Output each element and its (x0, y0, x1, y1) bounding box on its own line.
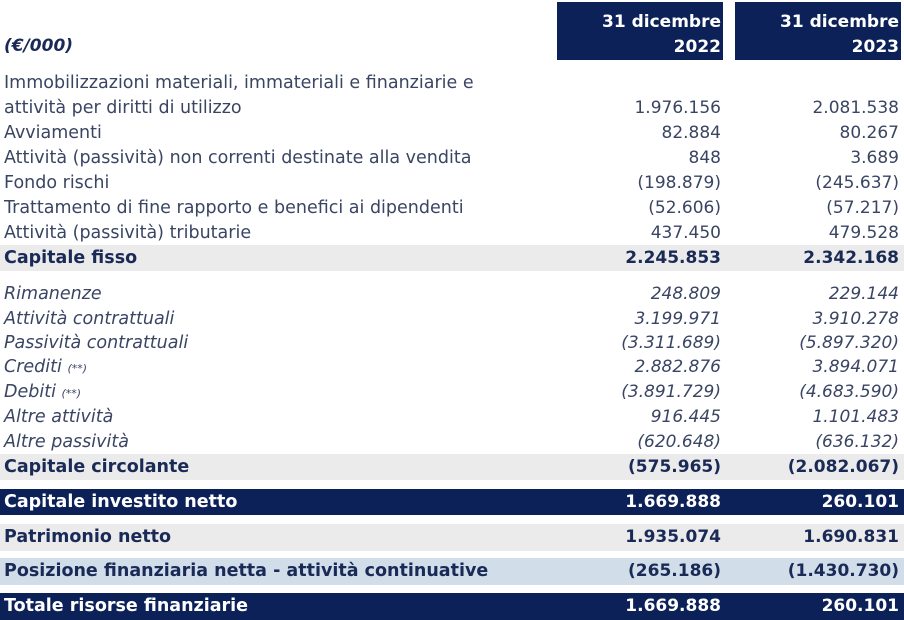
table-row (0, 331, 904, 356)
value-2023: (636.132) (815, 432, 899, 452)
subtotal-row-fixed-capital (0, 246, 904, 271)
value-2022: (3.311.689) (621, 333, 721, 353)
subtotal-row-working-capital (0, 455, 904, 480)
value-2023: 2.081.538 (812, 98, 899, 118)
column-header-2022-line2: 2022 (673, 37, 721, 57)
value-2023: (5.897.320) (799, 333, 899, 353)
column-header-2023-line2: 2023 (851, 37, 899, 57)
row-label: Rimanenze (4, 284, 102, 304)
value-2022: (198.879) (637, 173, 721, 193)
value-2022: 916.445 (650, 407, 721, 427)
value-2023: 3.910.278 (812, 309, 899, 329)
row-label: Crediti (4, 357, 62, 377)
table-row (0, 196, 904, 221)
footnote-marker: (**) (61, 387, 82, 400)
value-2023: 3.894.071 (812, 357, 899, 377)
value-2022: 1.976.156 (634, 98, 721, 118)
value-2023: (245.637) (815, 173, 899, 193)
value-2022: 82.884 (661, 123, 721, 143)
value-2022: (620.648) (637, 432, 721, 452)
total-row-net-invested-capital (0, 490, 904, 515)
table-row (0, 355, 904, 380)
table-row (0, 307, 904, 332)
row-label: Capitale circolante (4, 457, 190, 477)
column-header-2023-line1: 31 dicembre (780, 12, 899, 32)
unit-label: (€/000) (4, 36, 74, 56)
row-label: Capitale investito netto (4, 492, 238, 512)
value-2023: 260.101 (821, 492, 899, 512)
row-label: Totale risorse finanziarie (4, 596, 249, 616)
value-2023: 1.101.483 (812, 407, 899, 427)
value-2022: 437.450 (650, 223, 721, 243)
table-row (0, 405, 904, 430)
row-label: Attività contrattuali (4, 309, 175, 329)
row-label: Immobilizzazioni materiali, immateriali e finanziarie e (4, 73, 474, 93)
value-2023: 260.101 (821, 596, 899, 616)
footnote-marker: (**) (67, 362, 88, 375)
value-2023: (2.082.067) (787, 457, 899, 477)
row-label: Patrimonio netto (4, 527, 172, 547)
value-2023: (4.683.590) (799, 382, 899, 402)
table-row (0, 221, 904, 246)
row-label: Fondo rischi (4, 173, 110, 193)
table-row (0, 96, 904, 121)
row-label: Altre attività (4, 407, 114, 427)
total-row-financial-resources (0, 594, 904, 619)
value-2022: (265.186) (628, 561, 721, 581)
value-2022: 1.669.888 (625, 596, 721, 616)
row-label: Avviamenti (4, 123, 102, 143)
row-label: Trattamento di fine rapporto e benefici ai dipendenti (4, 198, 464, 218)
value-2022: 1.935.074 (625, 527, 721, 547)
row-label: Attività (passività) non correnti destinate alla vendita (4, 148, 472, 168)
value-2022: 848 (688, 148, 721, 168)
row-net-financial-position (0, 559, 904, 584)
value-2023: 479.528 (828, 223, 899, 243)
value-2022: 2.245.853 (625, 248, 721, 268)
row-label: Passività contrattuali (4, 333, 189, 353)
value-2022: (575.965) (628, 457, 721, 477)
row-label-with-note (4, 380, 81, 406)
row-label: Altre passività (4, 432, 129, 452)
value-2022: (52.606) (648, 198, 721, 218)
value-2023: 2.342.168 (803, 248, 899, 268)
value-2022: 1.669.888 (625, 492, 721, 512)
value-2023: 229.144 (828, 284, 899, 304)
value-2023: 1.690.831 (803, 527, 899, 547)
value-2023: (1.430.730) (787, 561, 899, 581)
value-2022: 248.809 (650, 284, 721, 304)
row-label: Posizione finanziaria netta - attività continuative (4, 561, 489, 581)
row-equity (0, 525, 904, 550)
table-row (0, 430, 904, 455)
row-label: attività per diritti di utilizzo (4, 98, 242, 118)
column-header-2022 (557, 2, 723, 60)
value-2022: 2.882.876 (634, 357, 721, 377)
value-2023: 3.689 (850, 148, 899, 168)
column-header-2022-line1: 31 dicembre (602, 12, 721, 32)
table-row (0, 71, 904, 96)
value-2023: 80.267 (839, 123, 899, 143)
value-2022: 3.199.971 (634, 309, 721, 329)
row-label: Attività (passività) tributarie (4, 223, 252, 243)
value-2022: (3.891.729) (621, 382, 721, 402)
value-2023: (57.217) (826, 198, 899, 218)
column-header-2023 (735, 2, 901, 60)
row-label-with-note (4, 355, 87, 381)
table-row (0, 146, 904, 171)
table-row (0, 121, 904, 146)
table-row (0, 380, 904, 405)
row-label: Capitale fisso (4, 248, 138, 268)
row-label: Debiti (4, 382, 56, 402)
table-row (0, 282, 904, 307)
table-row (0, 171, 904, 196)
